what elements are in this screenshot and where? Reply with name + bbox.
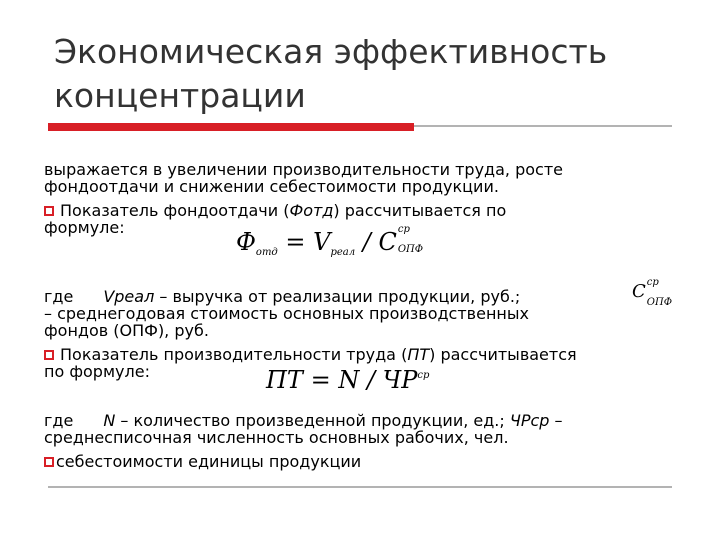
title-line-1: Экономическая эффективность xyxy=(54,32,608,71)
formula-symbol: C xyxy=(632,281,646,302)
where-line-2 xyxy=(44,412,563,429)
square-bullet-icon xyxy=(44,350,54,360)
where-text: – выручка от реализации продукции, руб.; xyxy=(154,287,521,306)
variable-pt: ПТ xyxy=(407,345,430,364)
bullet-text: Показатель фондоотдачи ( xyxy=(60,201,290,220)
formula-symbol: C xyxy=(378,228,397,256)
formula-symbol: ЧР xyxy=(382,366,418,394)
where-label: где xyxy=(44,411,74,430)
slide-title xyxy=(54,30,694,118)
variable-chrsr: ЧРср xyxy=(509,411,550,430)
formula-operator: = xyxy=(302,366,339,394)
formula-symbol: N xyxy=(338,366,360,394)
paragraph-line: по формуле: xyxy=(44,362,150,381)
paragraph-line: – среднегодовая стоимость основных производственных xyxy=(44,304,529,323)
bullet-item-productivity xyxy=(44,346,577,363)
bullet-item-cost xyxy=(44,453,361,470)
where-label: где xyxy=(44,287,74,306)
paragraph-line: фондов (ОПФ), руб. xyxy=(44,321,209,340)
bullet-text: Показатель производительности труда ( xyxy=(60,345,408,364)
formula-superscript: ср xyxy=(417,370,430,381)
formula-symbol: V xyxy=(313,228,331,256)
formula-operator: / xyxy=(355,228,379,256)
where-text: – количество произведенной продукции, ед.; xyxy=(115,411,510,430)
where-text: – xyxy=(549,411,563,430)
paragraph-line: среднесписочная численность основных рабочих, чел. xyxy=(44,428,509,447)
formula-fondootdacha xyxy=(236,224,424,258)
title-line-2: концентрации xyxy=(54,76,306,115)
formula-operator: / xyxy=(359,366,383,394)
paragraph-line: формуле: xyxy=(44,218,125,237)
paragraph-line: фондоотдачи и снижении себестоимости продукции. xyxy=(44,177,499,196)
bullet-text: ) рассчитывается xyxy=(429,345,577,364)
variable-vreal: Vреал xyxy=(103,287,155,306)
formula-productivity xyxy=(266,366,429,394)
formula-subscript: реал xyxy=(330,247,356,258)
title-accent-bar xyxy=(48,123,414,131)
bullet-text: себестоимости единицы продукции xyxy=(56,452,362,471)
formula-c-opf xyxy=(632,277,673,308)
formula-subscript: ОПФ xyxy=(646,297,673,308)
formula-symbol: Ф xyxy=(236,228,256,256)
footer-divider xyxy=(48,486,672,488)
variable-fotd: Фотд xyxy=(289,201,334,220)
formula-superscript: ср xyxy=(397,224,410,235)
square-bullet-icon xyxy=(44,457,54,467)
variable-n: N xyxy=(103,411,116,430)
bullet-item-fondootdacha xyxy=(44,202,506,219)
formula-operator: = xyxy=(277,228,314,256)
formula-subscript: ОПФ xyxy=(397,244,424,255)
formula-c-opf xyxy=(378,224,424,256)
where-line-1 xyxy=(44,288,520,305)
formula-symbol: ПТ xyxy=(266,366,303,394)
bullet-text: ) рассчитывается по xyxy=(333,201,507,220)
square-bullet-icon xyxy=(44,206,54,216)
formula-c-opf-inline xyxy=(632,277,673,308)
formula-subscript: отд xyxy=(255,247,278,258)
formula-superscript: ср xyxy=(646,277,659,288)
paragraph-line: выражается в увеличении производительности труда, росте xyxy=(44,160,563,179)
